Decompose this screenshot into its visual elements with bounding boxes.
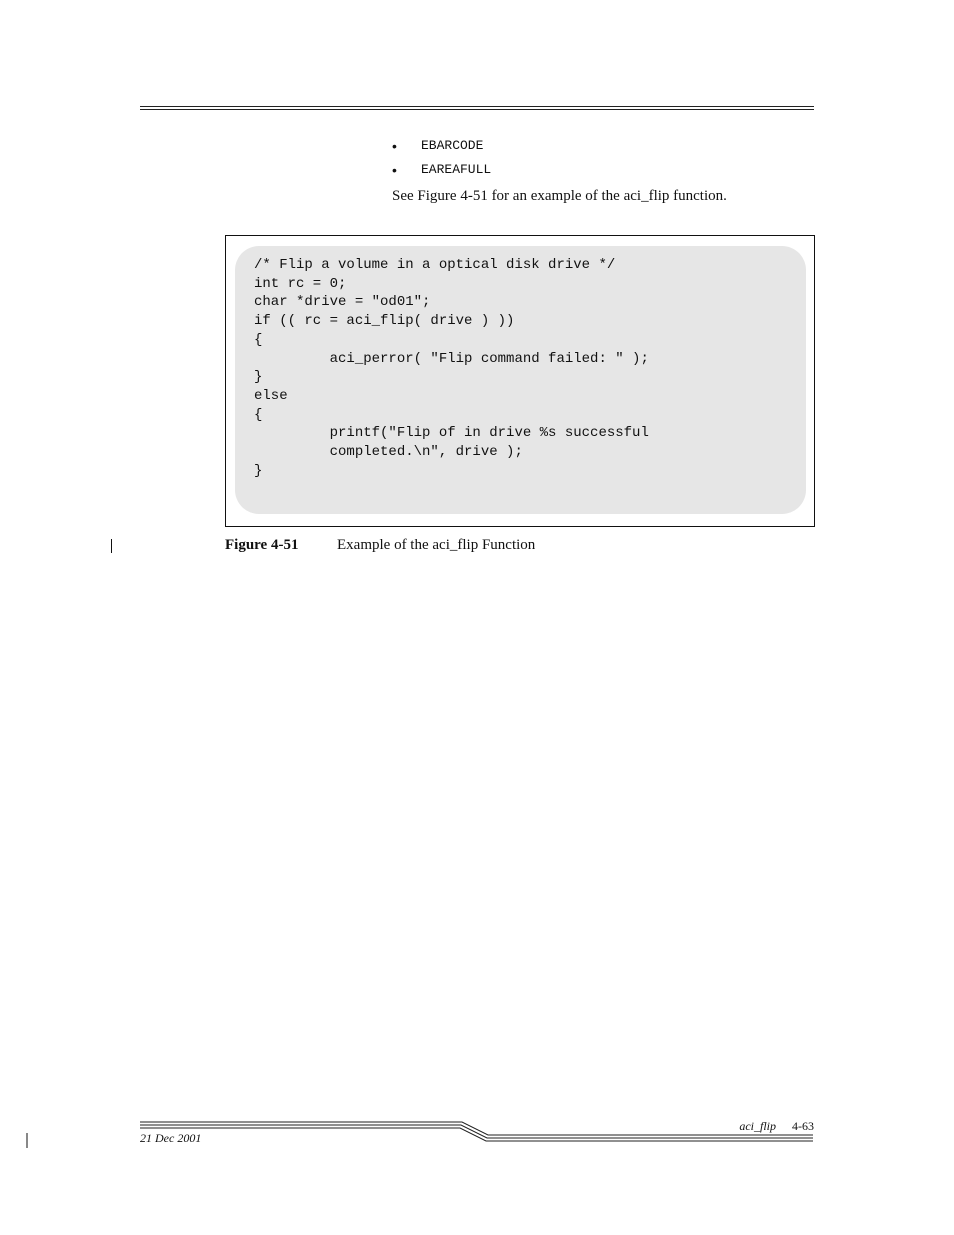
intro-paragraph: See Figure 4-51 for an example of the aci_flip function.	[392, 188, 727, 204]
page-number: 4-63	[792, 1119, 814, 1133]
footer-section-name: aci_flip	[739, 1119, 776, 1133]
code-line: aci_perror( "Flip command failed: " );	[254, 350, 649, 367]
error-code: EBARCODE	[421, 138, 484, 153]
footer-section	[739, 1119, 814, 1134]
code-line: char *drive = "od01";	[254, 294, 431, 311]
figure-title: Example of the aci_flip Function	[337, 537, 536, 553]
code-line: }	[254, 462, 263, 479]
figure-number: Figure 4-51	[225, 537, 299, 553]
code-line: completed.\n", drive );	[254, 444, 523, 461]
code-line: if (( rc = aci_flip( drive ) ))	[254, 313, 515, 330]
error-code: EAREAFULL	[421, 162, 492, 177]
bullet-icon: •	[392, 162, 397, 178]
code-line: }	[254, 369, 263, 386]
code-line: /* Flip a volume in a optical disk drive */	[254, 257, 616, 273]
bullet-icon: •	[392, 138, 397, 154]
code-line: else	[254, 387, 288, 404]
footer-date: 21 Dec 2001	[140, 1131, 202, 1145]
code-line: printf("Flip of in drive %s successful	[254, 425, 649, 442]
code-line: int rc = 0;	[254, 275, 347, 292]
code-line: {	[254, 406, 263, 423]
code-line: {	[254, 331, 263, 348]
